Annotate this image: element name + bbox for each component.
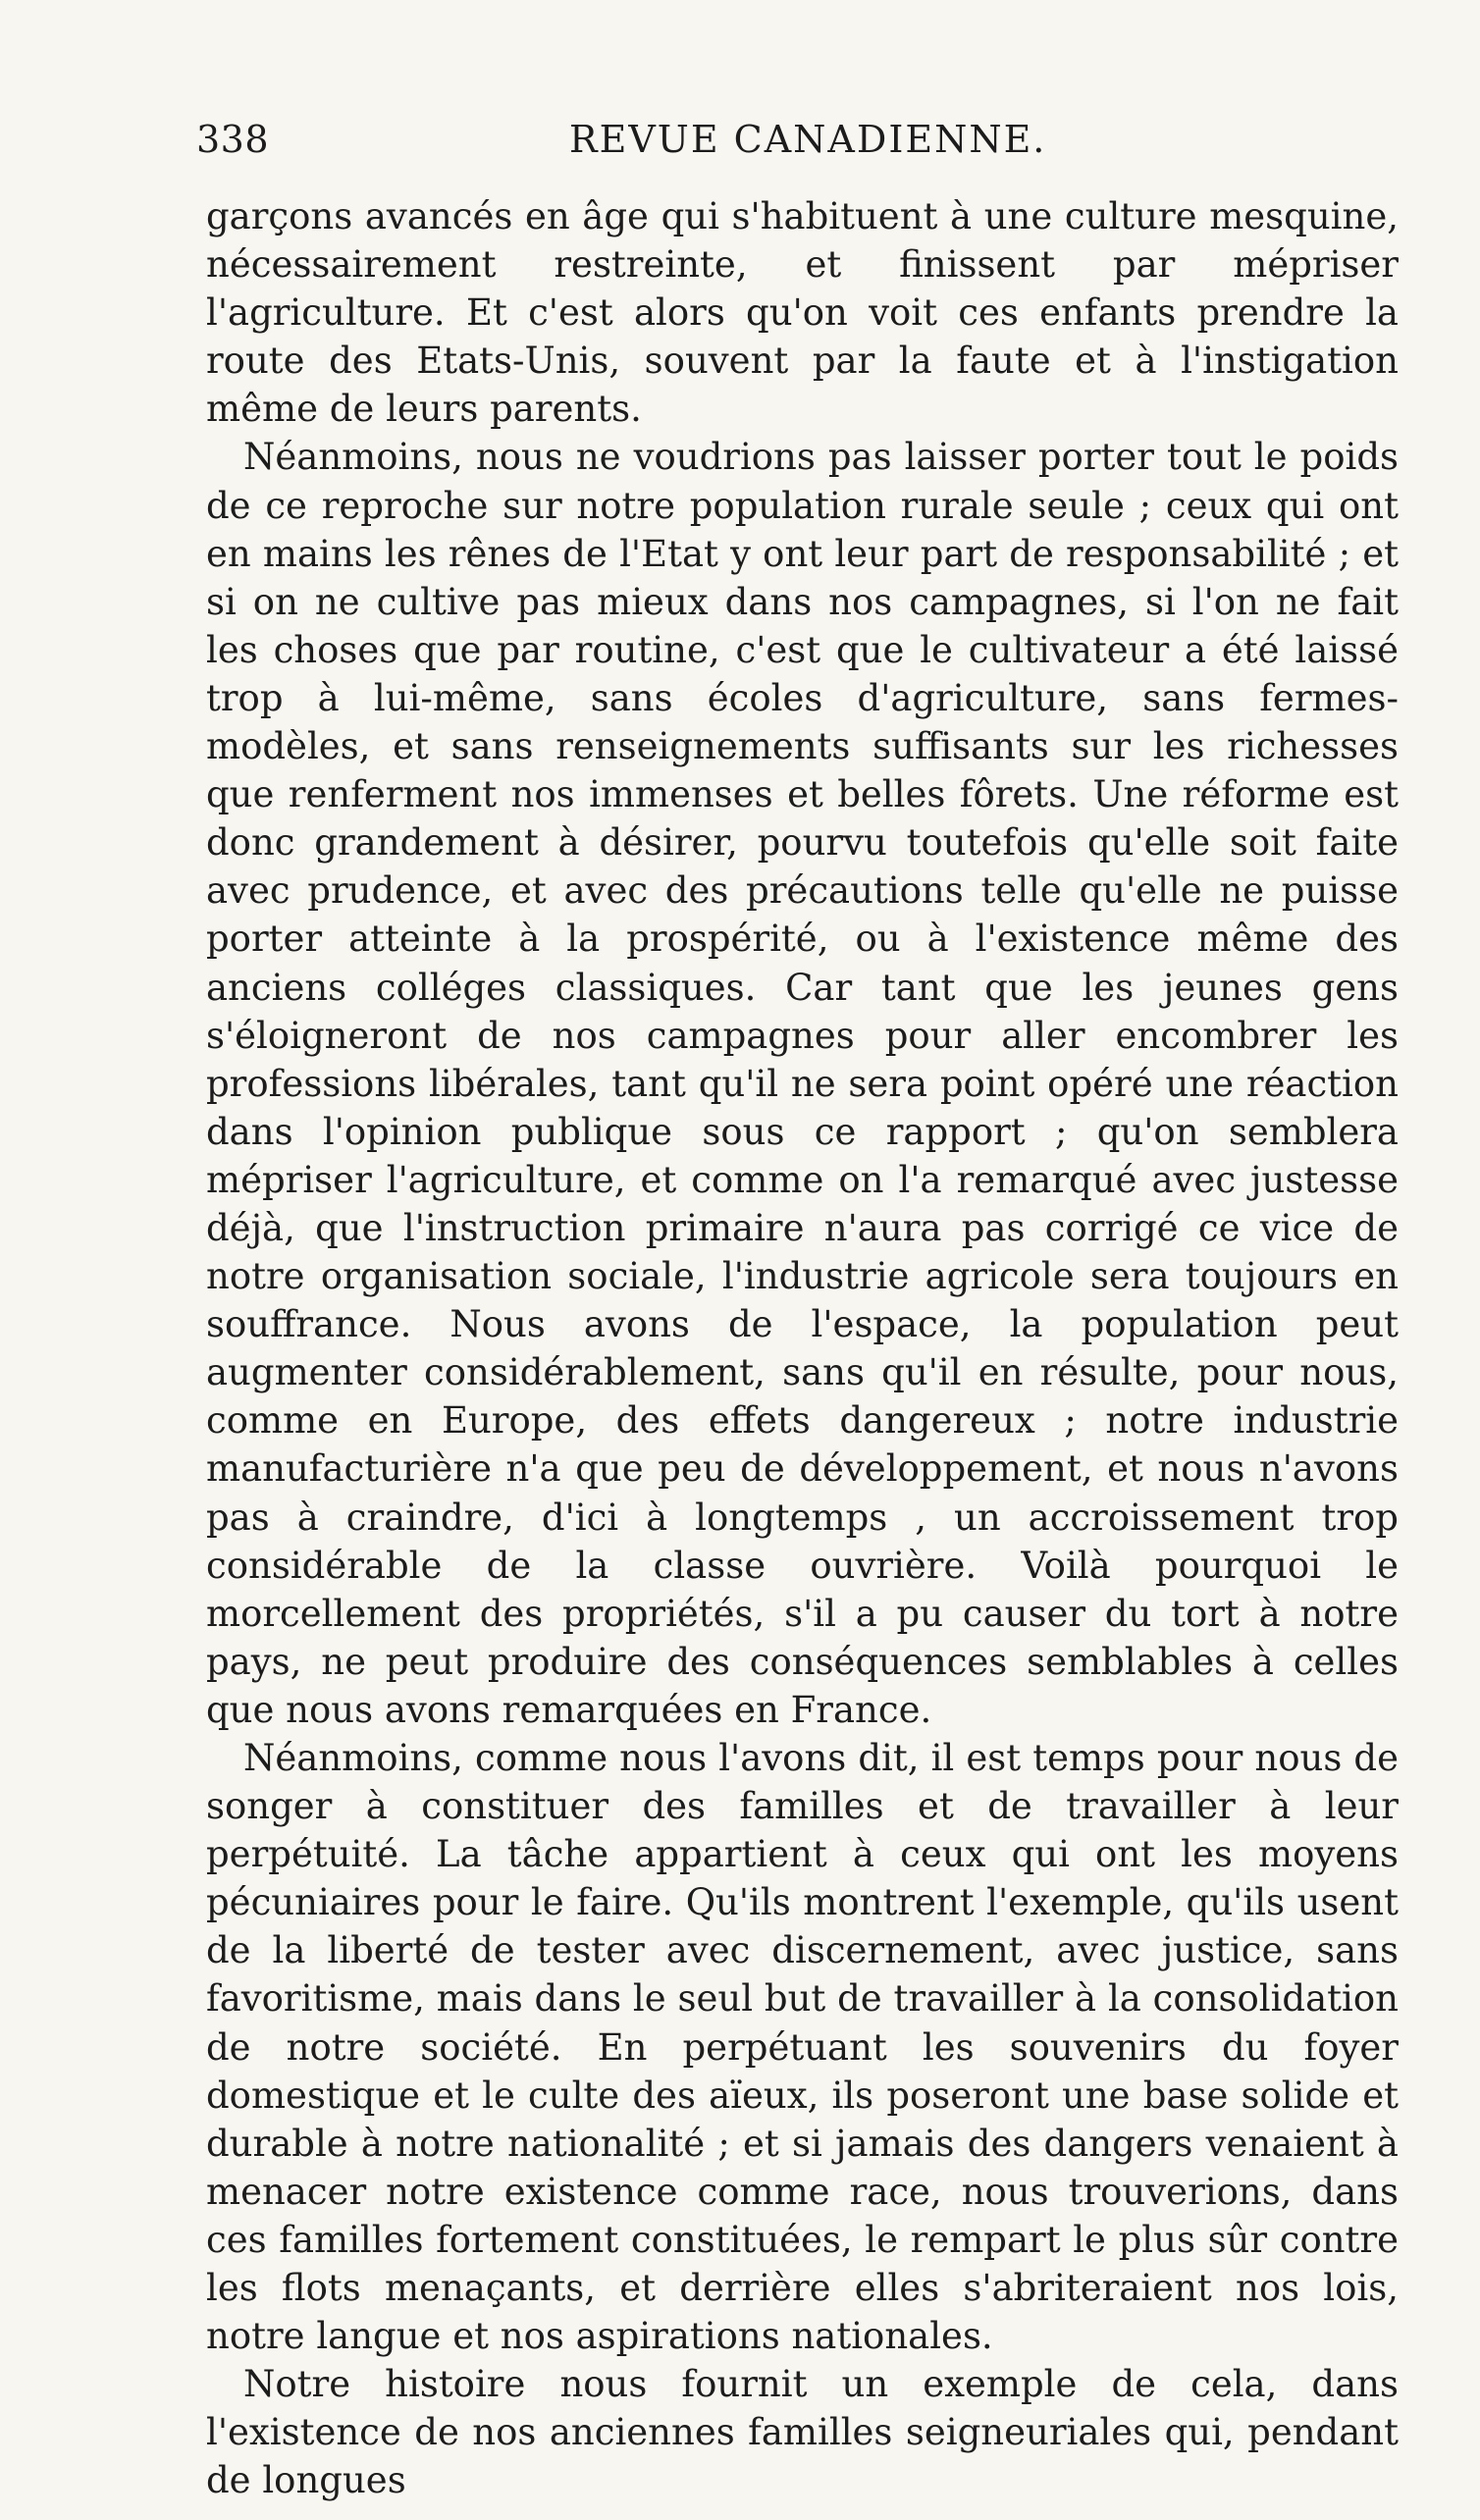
page-number: 338 (196, 118, 270, 161)
body-text (206, 192, 1399, 2505)
journal-title: REVUE CANADIENNE. (569, 118, 1047, 161)
paragraph-families: Néanmoins, comme nous l'avons dit, il est temps pour nous de songer à constituer des familles et de travailler à leur perpétuité. La tâche appartient à ceux qui ont les moyens pécuniaires pour le faire. Qu'ils montrent l'exemple, qu'ils usent de la liberté de tester avec discernement, avec justice, sans favoritisme, mais dans le seul but de travailler à la consolidation de notre société. En perpétuant les souvenirs du foyer domestique et le culte des aïeux, ils poseront une base solide et durable à notre nationalité ; et si jamais des dangers venaient à menacer notre existence comme race, nous trouverions, dans ces familles fortement constituées, le rempart le plus sûr contre les flots menaçants, et derrière elles s'abriteraient nos lois, notre langue et nos aspirations nationales. (206, 1737, 1399, 2358)
paragraph-reform: Néanmoins, nous ne voudrions pas laisser porter tout le poids de ce reproche sur notre population rurale seule ; ceux qui ont en mains les rênes de l'Etat y ont leur part de responsabilité ; et si on ne cultive pas mieux dans nos campagnes, si l'on ne fait les choses que par routine, c'est que le cultivateur a été laissé trop à lui-même, sans écoles d'agriculture, sans fermes-modèles, et sans renseignements suffisants sur les richesses que renferment nos immenses et belles fôrets. Une réforme est donc grandement à désirer, pourvu toutefois qu'elle soit faite avec prudence, et avec des précautions telle qu'elle ne puisse porter atteinte à la prospérité, ou à l'existence même des anciens colléges classiques. Car tant que les jeunes gens s'éloigneront de nos campagnes pour aller encombrer les professions libérales, tant qu'il ne sera point opéré une réaction dans l'opinion publique sous ce rapport ; qu'on semblera mépriser l'agriculture, et comme on l'a remarqué avec justesse déjà, que l'instruction primaire n'aura pas corrigé ce vice de notre organisation sociale, l'industrie agricole sera toujours en souffrance. Nous avons de l'espace, la population peut augmenter considérablement, sans qu'il en résulte, pour nous, comme en Europe, des effets dangereux ; notre industrie manufacturière n'a que peu de développement, et nous n'avons pas à craindre, d'ici à longtemps , un accroissement trop considérable de la classe ouvrière. Voilà pourquoi le morcellement des propriétés, s'il a pu causer du tort à notre pays, ne peut produire des conséquences semblables à celles que nous avons remarquées en France. (206, 436, 1399, 1731)
running-head (196, 118, 1413, 177)
paragraph-continued: garçons avancés en âge qui s'habituent à une culture mesquine, nécessairement restreinte, et finissent par mépriser l'agriculture. Et c'est alors qu'on voit ces enfants prendre la route des Etats-Unis, souvent par la faute et à l'instigation même de leurs parents. (206, 195, 1399, 431)
paragraph-history: Notre histoire nous fournit un exemple de cela, dans l'existence de nos anciennes familles seigneuriales qui, pendant de longues (206, 2363, 1399, 2502)
